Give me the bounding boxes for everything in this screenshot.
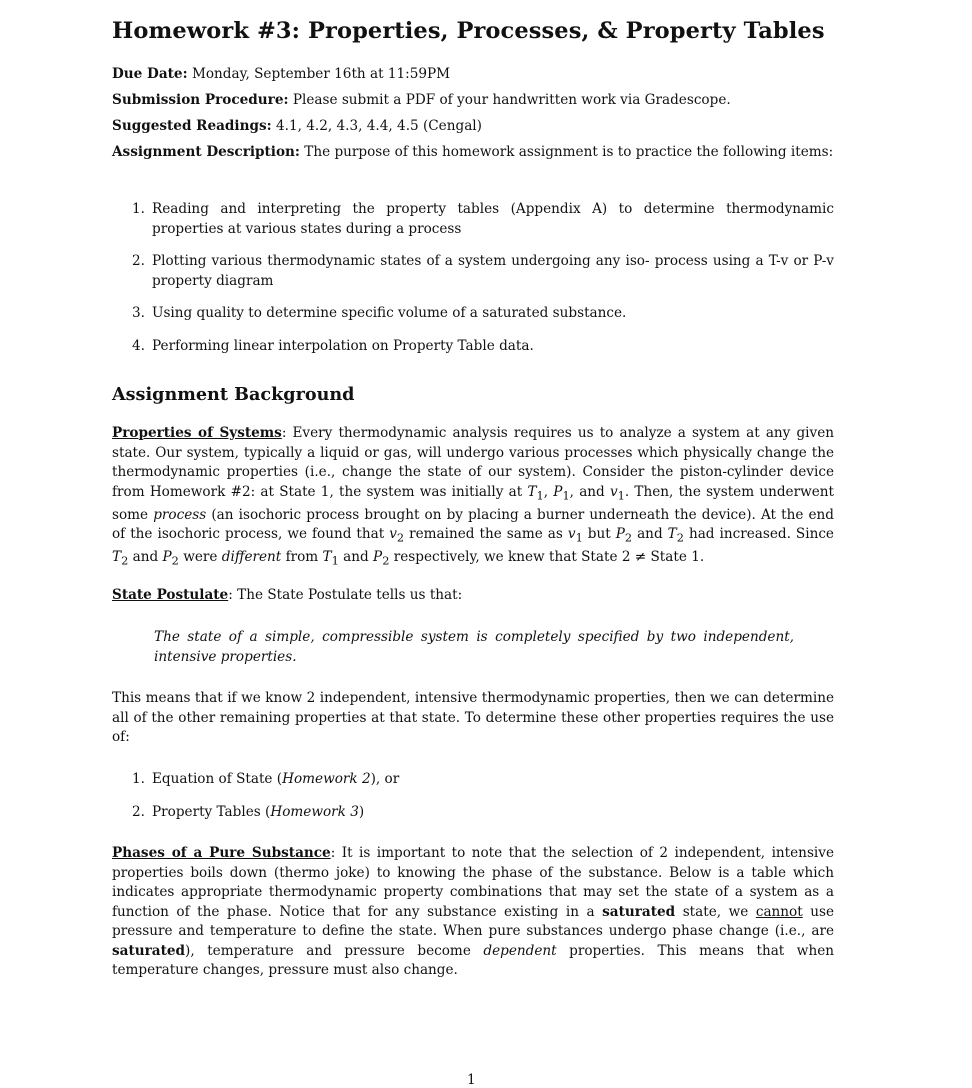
description-line bbox=[112, 143, 834, 163]
state-postulate-heading: State Postulate bbox=[112, 587, 229, 603]
list-item: 1. Reading and interpreting the property tables (Appendix A) to determine thermodynamic properties at various states during a process bbox=[132, 201, 834, 237]
readings-label: Suggested Readings: bbox=[112, 118, 272, 134]
readings-line bbox=[112, 117, 834, 137]
due-date-label: Due Date: bbox=[112, 66, 188, 82]
list-item: 3. Using quality to determine specific volume of a saturated substance. bbox=[132, 305, 627, 321]
state-postulate-line: State Postulate: The State Postulate tells us that: bbox=[112, 587, 463, 603]
submission-value: Please submit a PDF of your handwritten work via Gradescope. bbox=[292, 92, 731, 108]
page-title: Homework #3: Properties, Processes, & Property Tables bbox=[112, 18, 825, 44]
readings-value: 4.1, 4.2, 4.3, 4.4, 4.5 (Cengal) bbox=[276, 118, 482, 134]
means-paragraph: This means that if we know 2 independent, intensive thermodynamic properties, then we can determine all of the other remaining properties at that state. To determine these other properties requires the use of: bbox=[112, 690, 834, 745]
due-date-line bbox=[112, 65, 834, 85]
properties-of-systems-paragraph: Properties of Systems: Every thermodynamic analysis requires us to analyze a system at any given state. Our system, typically a liquid or gas, will undergo various processes which physically change the thermodynamic properties (i.e., change the state of our system). Consider the piston-cylinder device from Homework #2: at State 1, the system was initially at $T_1$, $P_1$, and $v_1$. Then, the system underwent some process (an isochoric process brought on by placing a burner underneath the device). At the end of the isochoric process, we found that $v_2$ remained the same as $v_1$ but $P_2$ and $T_2$ had increased. Since $T_2$ and $P_2$ were different from $T_1$ and $P_2$ respectively, we knew that State 2 ≠ State 1. bbox=[112, 425, 834, 569]
use-of-list bbox=[132, 770, 834, 822]
properties-of-systems-heading: Properties of Systems bbox=[112, 425, 282, 441]
list-item: 2. Plotting various thermodynamic states of a system undergoing any iso- process using a T-v or P-v property diagram bbox=[132, 253, 834, 289]
state-postulate-intro: The State Postulate tells us that: bbox=[237, 587, 463, 603]
phases-heading: Phases of a Pure Substance bbox=[112, 845, 331, 861]
postulate-quote: The state of a simple, compressible system is completely specified by two independent, intensive properties. bbox=[154, 629, 794, 665]
page-number: 1 bbox=[467, 1072, 476, 1088]
list-item: 1. Equation of State (Homework 2), or bbox=[132, 771, 400, 787]
list-item: 2. Property Tables (Homework 3) bbox=[132, 803, 365, 820]
submission-label: Submission Procedure: bbox=[112, 92, 289, 108]
phases-paragraph: Phases of a Pure Substance: It is important to note that the selection of 2 independent, intensive properties boils down (thermo joke) to knowing the phase of the substance. Below is a table which indicates appropriate thermodynamic property combinations that may set the state of a system as a function of the phase. Notice that for any substance existing in a saturated state, we cannot use pressure and temperature to define the state. When pure substances undergo phase change (i.e., are saturated), temperature and pressure become dependent properties. This means that when temperature changes, pressure must also change. bbox=[112, 845, 835, 978]
description-label: Assignment Description: bbox=[112, 144, 300, 160]
description-value: The purpose of this homework assignment is to practice the following items: bbox=[304, 144, 834, 160]
objectives-list bbox=[132, 200, 834, 356]
list-item: 4. Performing linear interpolation on Property Table data. bbox=[132, 337, 534, 354]
submission-line bbox=[112, 91, 834, 111]
section-heading: Assignment Background bbox=[112, 384, 355, 405]
due-date-value: Monday, September 16th at 11:59PM bbox=[191, 66, 451, 82]
